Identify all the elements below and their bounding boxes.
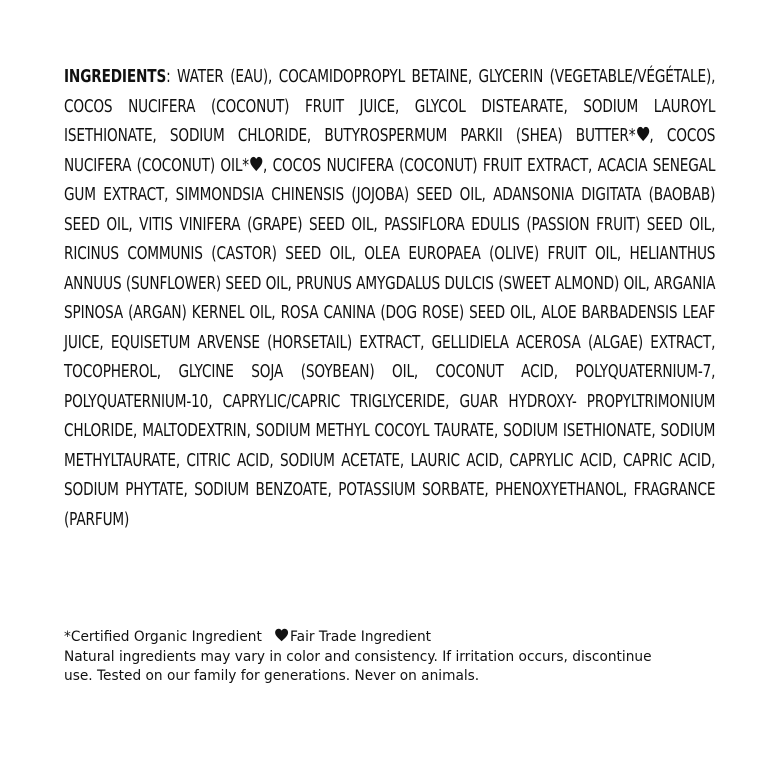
footnotes [64, 627, 676, 686]
ingredients-separator: : [166, 67, 178, 87]
ingredients-panel [64, 63, 716, 684]
legend [64, 627, 676, 647]
disclaimer-text: Natural ingredients may vary in color and consistency. If irritation occurs, discontinue use. Tested on our family for generations. Never on animals. [64, 647, 652, 684]
ingredients-text-part-3: , COCOS NUCIFERA (COCONUT) FRUIT EXTRACT, ACACIA SENEGAL GUM EXTRACT, SIMMONDSIA CHINENSIS (JOJOBA) SEED OIL, ADANSONIA DIGITATA (BAOBAB) SEED OIL, VITIS VINIFERA (GRAPE) SEED OIL, PASSIFLORA EDULIS (PASSION FRUIT) SEED OIL, RICINUS COMMUNIS (CASTOR) SEED OIL, OLEA EUROPAEA (OLIVE) FRUIT OIL, HELIANTHUS ANNUUS (SUNFLOWER) SEED OIL, PRUNUS AMYGDALUS DULCIS (SWEET ALMOND) OIL, ARGANIA SPINOSA (ARGAN) KERNEL OIL, ROSA CANINA (DOG ROSE) SEED OIL, ALOE BARBADENSIS LEAF JUICE, EQUISETUM ARVENSE (HORSETAIL) EXTRACT, GELLIDIELA ACEROSA (ALGAE) EXTRACT, TOCOPHEROL, GLYCINE SOJA (SOYBEAN) OIL, COCONUT ACID, POLYQUATERNIUM-7, POLYQUATERNIUM-10, CAPRYLIC/CAPRIC TRIGLYCERIDE, GUAR HYDROXY- PROPYLTRIMONIUM CHLORIDE, MALTODEXTRIN, SODIUM METHYL COCOYL TAURATE, SODIUM ISETHIONATE, SODIUM METHYLTAURATE, CITRIC ACID, SODIUM ACETATE, LAURIC ACID, CAPRYLIC ACID, CAPRIC ACID, SODIUM PHYTATE, SODIUM BENZOATE, POTASSIUM SORBATE, PHENOXYETHANOL, FRAGRANCE (PARFUM) [64, 155, 716, 530]
heart-icon [636, 126, 649, 142]
heart-icon [250, 156, 263, 172]
ingredients-list [64, 63, 715, 535]
ingredients-label: INGREDIENTS [64, 67, 167, 87]
heart-icon [275, 628, 289, 642]
fair-trade-legend: Fair Trade Ingredient [290, 628, 432, 645]
ingredients-text-part-1: WATER (EAU), COCAMIDOPROPYL BETAINE, GLYCERIN (VEGETABLE/VÉGÉTALE), COCOS NUCIFERA (COCONUT) FRUIT JUICE, GLYCOL DISTEARATE, SODIUM LAUROYL ISETHIONATE, SODIUM CHLORIDE, BUTYROSPERMUM PARKII (SHEA) BUTTER* [64, 67, 716, 146]
ingredients-text-part-2: , COCOS NUCIFERA (COCONUT) OIL* [64, 126, 716, 176]
organic-legend: *Certified Organic Ingredient [64, 628, 262, 645]
